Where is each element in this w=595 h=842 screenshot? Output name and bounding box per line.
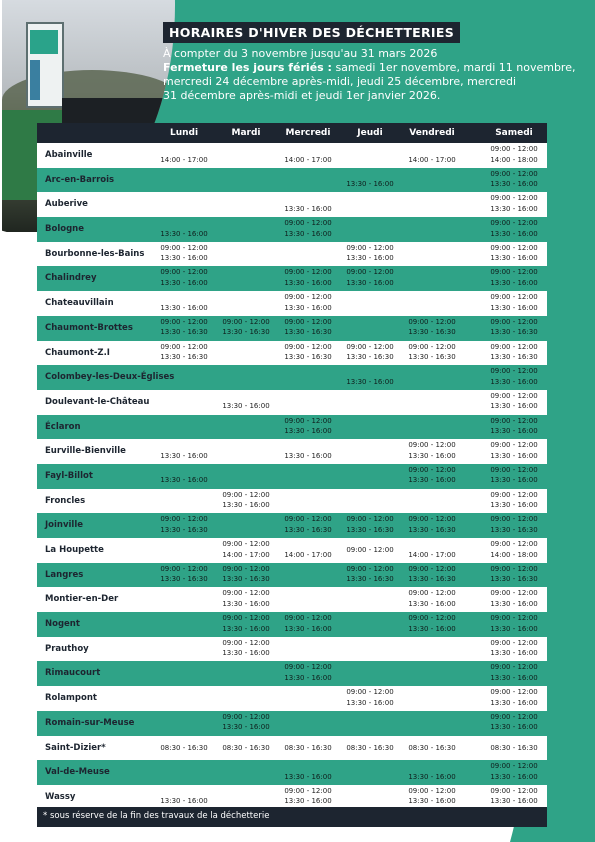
hours-cell: 09:00 - 12:00 13:30 - 16:30 (346, 515, 394, 534)
hours-cell: 08:30 - 16:30 (408, 743, 456, 752)
table-row (37, 563, 547, 588)
hours-cell: 08:30 - 16:30 (284, 743, 332, 752)
hours-cell: 09:00 - 12:00 13:30 - 16:00 (284, 614, 332, 633)
hours-cell: 09:00 - 12:00 13:30 - 16:00 (490, 490, 538, 510)
table-body (37, 143, 547, 810)
hours-cell: 13:30 - 16:00 (346, 180, 394, 189)
center-name: Joinville (45, 520, 84, 531)
hours-cell: 09:00 - 12:00 13:30 - 16:00 (490, 391, 538, 411)
hours-cell: 09:00 - 12:00 13:30 - 16:30 (490, 342, 538, 361)
hours-cell: 09:00 - 12:00 13:30 - 16:00 (222, 712, 270, 732)
hours-cell: 13:30 - 16:00 (160, 303, 208, 312)
hours-cell: 09:00 - 12:00 13:30 - 16:00 (490, 589, 538, 608)
hours-cell: 14:00 - 17:00 (408, 155, 456, 164)
hours-cell: 09:00 - 12:00 13:30 - 16:00 (284, 293, 332, 312)
hours-cell: 09:00 - 12:00 13:30 - 16:00 (284, 219, 332, 238)
hours-cell: 09:00 - 12:00 14:00 - 18:00 (490, 540, 538, 559)
table-row (37, 489, 547, 514)
hours-cell: 09:00 - 12:00 13:30 - 16:30 (160, 564, 208, 584)
hours-cell: 09:00 - 12:00 13:30 - 16:00 (490, 614, 538, 633)
hours-cell: 09:00 - 12:00 13:30 - 16:30 (222, 317, 270, 337)
center-name: Val-de-Meuse (45, 767, 110, 778)
hours-cell: 09:00 - 12:00 13:30 - 16:30 (222, 564, 270, 584)
hours-cell: 09:00 - 12:00 13:30 - 16:00 (490, 762, 538, 781)
center-name: Fayl-Billot (45, 470, 93, 481)
column-header-1: Mardi (231, 128, 261, 138)
center-name: Froncles (45, 495, 86, 506)
table-row (37, 143, 547, 168)
center-name: Bologne (45, 224, 84, 235)
hours-cell: 09:00 - 12:00 13:30 - 16:00 (490, 219, 538, 238)
hours-cell: 09:00 - 12:00 13:30 - 16:30 (490, 564, 538, 584)
hours-cell: 13:30 - 16:00 (160, 229, 208, 238)
table-row (37, 736, 547, 761)
hours-cell: 14:00 - 17:00 (284, 155, 332, 164)
hours-cell: 09:00 - 12:00 13:30 - 16:00 (160, 243, 208, 263)
closure-label: Fermeture les jours fériés : (163, 61, 332, 74)
hours-cell: 09:00 - 12:00 13:30 - 16:00 (490, 786, 538, 806)
hours-cell: 09:00 - 12:00 13:30 - 16:30 (490, 515, 538, 534)
center-name: Chaumont-Brottes (45, 322, 133, 333)
hours-cell: 09:00 - 12:00 13:30 - 16:30 (346, 564, 394, 584)
center-name: Auberive (45, 199, 88, 210)
hours-cell: 09:00 - 12:00 13:30 - 16:00 (408, 441, 456, 460)
hours-cell: 09:00 - 12:00 13:30 - 16:00 (490, 465, 538, 485)
hours-cell: 13:30 - 16:00 (346, 377, 394, 386)
closure-line: samedi 1er novembre, mardi 11 novembre, (335, 61, 576, 74)
table-row (37, 439, 547, 464)
center-name: Arc-en-Barrois (45, 174, 115, 185)
hours-cell: 14:00 - 17:00 (408, 550, 456, 559)
hours-cell: 13:30 - 16:00 (284, 451, 332, 460)
center-name: Saint-Dizier* (45, 742, 106, 753)
hours-cell: 09:00 - 12:00 13:30 - 16:30 (408, 564, 456, 584)
hours-cell: 09:00 - 12:00 13:30 - 16:00 (490, 367, 538, 386)
center-name: Colombey-les-Deux-Églises (45, 372, 175, 383)
table-row (37, 192, 547, 217)
center-name: Chateauvillain (45, 298, 114, 309)
period-line: À compter du 3 novembre jusqu'au 31 mars 2026 (163, 47, 438, 60)
hours-cell: 08:30 - 16:30 (490, 743, 538, 752)
footnote-bar (37, 807, 547, 827)
hours-cell: 09:00 - 12:00 14:00 - 18:00 (490, 145, 538, 164)
table-row (37, 661, 547, 686)
hours-cell: 09:00 - 12:00 13:30 - 16:00 (408, 786, 456, 806)
table-row (37, 365, 547, 390)
center-name: Prauthoy (45, 643, 89, 654)
table-row (37, 242, 547, 267)
center-name: Chaumont-Z.I (45, 347, 110, 358)
hours-cell: 09:00 - 12:00 13:30 - 16:00 (490, 663, 538, 682)
center-name: Chalindrey (45, 273, 97, 284)
table-row (37, 390, 547, 415)
table-row (37, 464, 547, 489)
hours-cell: 14:00 - 17:00 (160, 155, 208, 164)
hours-cell: 09:00 - 12:00 13:30 - 16:00 (490, 293, 538, 312)
center-name: Romain-sur-Meuse (45, 717, 135, 728)
table-row (37, 316, 547, 341)
column-header-4: Vendredi (409, 128, 455, 138)
table-row (37, 341, 547, 366)
table-row (37, 637, 547, 662)
hours-cell: 09:00 - 12:00 13:30 - 16:30 (284, 342, 332, 361)
center-name: Rimaucourt (45, 668, 101, 679)
table-row (37, 587, 547, 612)
hours-cell: 09:00 - 12:00 13:30 - 16:30 (408, 317, 456, 337)
header-block (163, 22, 583, 103)
table-row (37, 513, 547, 538)
hours-cell: 09:00 - 12:00 13:30 - 16:00 (346, 243, 394, 263)
center-name: Doulevant-le-Château (45, 396, 150, 407)
header-text (163, 47, 583, 103)
hours-cell: 09:00 - 12:00 13:30 - 16:00 (284, 416, 332, 436)
closure-line-2: mercredi 24 décembre après-midi, jeudi 25 décembre, mercredi (163, 75, 516, 88)
table-row (37, 612, 547, 637)
hours-cell: 09:00 - 12:00 13:30 - 16:00 (490, 243, 538, 263)
table-row (37, 168, 547, 193)
center-name: Eurville-Bienville (45, 446, 126, 457)
table-row (37, 785, 547, 810)
hours-cell: 08:30 - 16:30 (222, 743, 270, 752)
hours-cell: 09:00 - 12:00 13:30 - 16:30 (160, 342, 208, 361)
hours-cell: 09:00 - 12:00 13:30 - 16:00 (490, 712, 538, 732)
hours-cell: 14:00 - 17:00 (284, 550, 332, 559)
table-row (37, 266, 547, 291)
hours-cell: 09:00 - 12:00 (346, 546, 394, 554)
footnote: * sous réserve de la fin des travaux de la déchetterie (43, 811, 270, 821)
hours-cell: 13:30 - 16:00 (160, 797, 208, 806)
table-row (37, 415, 547, 440)
table-row (37, 760, 547, 785)
hours-cell: 09:00 - 12:00 13:30 - 16:00 (284, 268, 332, 287)
hours-cell: 09:00 - 12:00 13:30 - 16:00 (490, 268, 538, 287)
hours-cell: 09:00 - 12:00 13:30 - 16:30 (490, 317, 538, 337)
hours-cell: 08:30 - 16:30 (346, 743, 394, 752)
signpost-image (26, 22, 64, 108)
hours-cell: 09:00 - 12:00 14:00 - 17:00 (222, 540, 270, 559)
page-title: HORAIRES D'HIVER DES DÉCHETTERIES (163, 22, 460, 43)
column-header-0: Lundi (169, 128, 199, 138)
hours-cell: 09:00 - 12:00 13:30 - 16:00 (490, 638, 538, 658)
center-name: Abainville (45, 150, 93, 160)
table-row (37, 711, 547, 736)
table-row (37, 217, 547, 242)
table-row (37, 538, 547, 563)
hours-cell: 09:00 - 12:00 13:30 - 16:30 (284, 317, 332, 337)
column-header-5: Samedi (495, 128, 533, 138)
center-name: Nogent (45, 619, 80, 630)
hours-cell: 09:00 - 12:00 13:30 - 16:00 (490, 416, 538, 436)
table-header (37, 123, 547, 143)
closure-line-3: 31 décembre après-midi et jeudi 1er janvier 2026. (163, 89, 441, 102)
hours-cell: 09:00 - 12:00 13:30 - 16:00 (408, 465, 456, 485)
hours-cell: 13:30 - 16:00 (284, 772, 332, 781)
table-row (37, 686, 547, 711)
hours-cell: 09:00 - 12:00 13:30 - 16:30 (408, 342, 456, 361)
center-name: Éclaron (45, 421, 81, 432)
hours-cell: 09:00 - 12:00 13:30 - 16:00 (222, 589, 270, 608)
hours-cell: 08:30 - 16:30 (160, 743, 208, 752)
hours-cell: 09:00 - 12:00 13:30 - 16:00 (490, 194, 538, 213)
center-name: Montier-en-Der (45, 594, 119, 605)
hours-cell: 13:30 - 16:00 (160, 451, 208, 460)
hours-cell: 09:00 - 12:00 13:30 - 16:00 (490, 441, 538, 460)
hours-cell: 09:00 - 12:00 13:30 - 16:00 (284, 663, 332, 682)
hours-cell: 09:00 - 12:00 13:30 - 16:30 (346, 342, 394, 361)
hours-cell: 09:00 - 12:00 13:30 - 16:00 (284, 786, 332, 806)
center-name: Wassy (45, 791, 76, 802)
hours-cell: 09:00 - 12:00 13:30 - 16:00 (346, 268, 394, 287)
hours-cell: 09:00 - 12:00 13:30 - 16:00 (222, 614, 270, 633)
hours-cell: 13:30 - 16:00 (408, 772, 456, 781)
hours-cell: 13:30 - 16:00 (160, 476, 208, 485)
center-name: Langres (45, 569, 84, 580)
hours-cell: 09:00 - 12:00 13:30 - 16:00 (222, 490, 270, 510)
hours-cell: 09:00 - 12:00 13:30 - 16:00 (408, 614, 456, 633)
hours-cell: 09:00 - 12:00 13:30 - 16:30 (284, 515, 332, 534)
center-name: Bourbonne-les-Bains (45, 248, 145, 259)
column-header-3: Jeudi (357, 128, 383, 138)
hours-cell: 09:00 - 12:00 13:30 - 16:00 (408, 589, 456, 608)
schedule-table (37, 123, 547, 810)
column-header-2: Mercredi (285, 128, 331, 138)
hours-cell: 09:00 - 12:00 13:30 - 16:30 (160, 317, 208, 337)
hours-cell: 13:30 - 16:00 (222, 402, 270, 411)
table-row (37, 291, 547, 316)
hours-cell: 09:00 - 12:00 13:30 - 16:00 (490, 169, 538, 189)
center-name: Rolampont (45, 693, 97, 704)
hours-cell: 09:00 - 12:00 13:30 - 16:00 (160, 268, 208, 287)
hours-cell: 09:00 - 12:00 13:30 - 16:30 (408, 515, 456, 534)
hours-cell: 09:00 - 12:00 13:30 - 16:30 (160, 515, 208, 534)
center-name: La Houpette (45, 545, 104, 555)
hours-cell: 09:00 - 12:00 13:30 - 16:00 (222, 638, 270, 658)
hours-cell: 09:00 - 12:00 13:30 - 16:00 (346, 688, 394, 707)
hours-cell: 13:30 - 16:00 (284, 204, 332, 213)
hours-cell: 09:00 - 12:00 13:30 - 16:00 (490, 688, 538, 707)
